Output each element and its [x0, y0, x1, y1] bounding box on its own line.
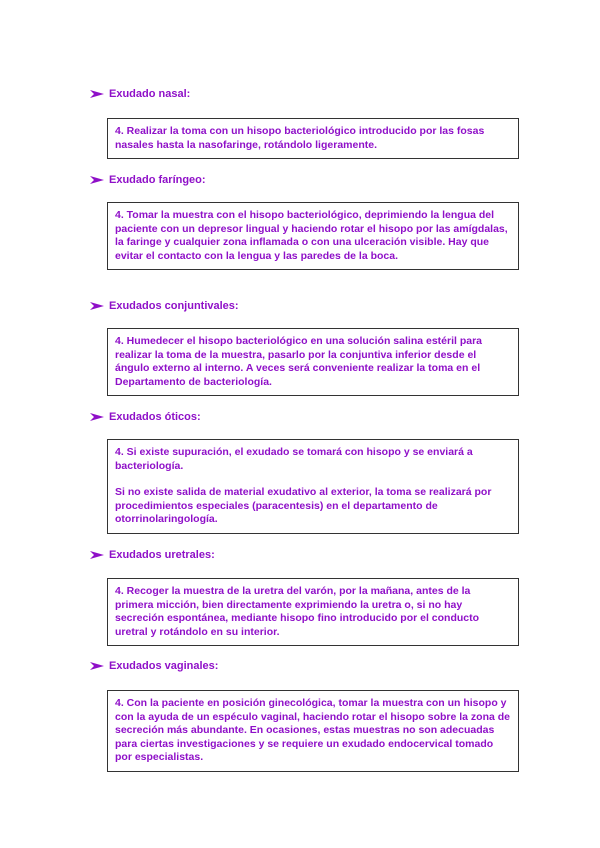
section-heading: [90, 88, 190, 100]
paragraph: 4. Humedecer el hisopo bacteriológico en una solución salina estéril para realizar la toma de la muestra, pasarlo por la conjuntiva inferior desde el ángulo externo al interno. A veces será conveniente realizar la toma en el Departamento de bacteriología.: [115, 335, 483, 388]
arrow-bullet-icon: [90, 661, 104, 671]
content-box: [107, 690, 519, 772]
paragraph: 4. Tomar la muestra con el hisopo bacteriológico, deprimiendo la lengua del paciente con un depresor lingual y haciendo rotar el hisopo por las amígdalas, la faringe y cualquier zona inflamada o con una ulceración visible. Hay que evitar el contacto con la lengua y las paredes de la boca.: [115, 209, 508, 262]
arrow-bullet-icon: [90, 412, 104, 422]
paragraph: 4. Realizar la toma con un hisopo bacteriológico introducido por las fosas nasales hasta la nasofaringe, rotándolo ligeramente.: [115, 125, 485, 151]
heading-text: Exudados conjuntivales:: [109, 300, 239, 312]
arrow-bullet-icon: [90, 89, 104, 99]
section-heading: [90, 300, 239, 312]
paragraph: 4. Si existe supuración, el exudado se tomará con hisopo y se enviará a bacteriología.: [115, 446, 473, 472]
paragraph: Si no existe salida de material exudativo al exterior, la toma se realizará por procedimientos especiales (paracentesis) en el departamento de otorrinolaringología.: [115, 486, 492, 525]
section-heading: [90, 549, 215, 561]
paragraph: 4. Con la paciente en posición ginecológica, tomar la muestra con un hisopo y con la ayuda de un espéculo vaginal, haciendo rotar el hisopo sobre la zona de secreción más abundante. En ocasiones, estas muestras no son adecuadas para ciertas investigaciones y se requiere un exudado endocervical tomado por especialistas.: [115, 697, 511, 763]
content-box: [107, 578, 519, 646]
section-heading: [90, 660, 218, 672]
section-heading: [90, 174, 206, 186]
paragraph: 4. Recoger la muestra de la uretra del varón, por la mañana, antes de la primera micción, bien directamente exprimiendo la uretra o, si no hay secreción espontánea, mediante hisopo fino introducido por el conducto uretral y rotándolo en su interior.: [115, 585, 480, 638]
arrow-bullet-icon: [90, 175, 104, 185]
heading-text: Exudado nasal:: [109, 88, 191, 100]
content-box: [107, 328, 519, 396]
section-heading: [90, 411, 201, 423]
arrow-bullet-icon: [90, 301, 104, 311]
content-box: [107, 202, 519, 270]
heading-text: Exudados uretrales:: [109, 549, 215, 561]
content-box: [107, 439, 519, 534]
content-box: [107, 118, 519, 159]
heading-text: Exudados vaginales:: [109, 660, 219, 672]
heading-text: Exudados óticos:: [109, 411, 201, 423]
heading-text: Exudado faríngeo:: [109, 174, 206, 186]
arrow-bullet-icon: [90, 550, 104, 560]
